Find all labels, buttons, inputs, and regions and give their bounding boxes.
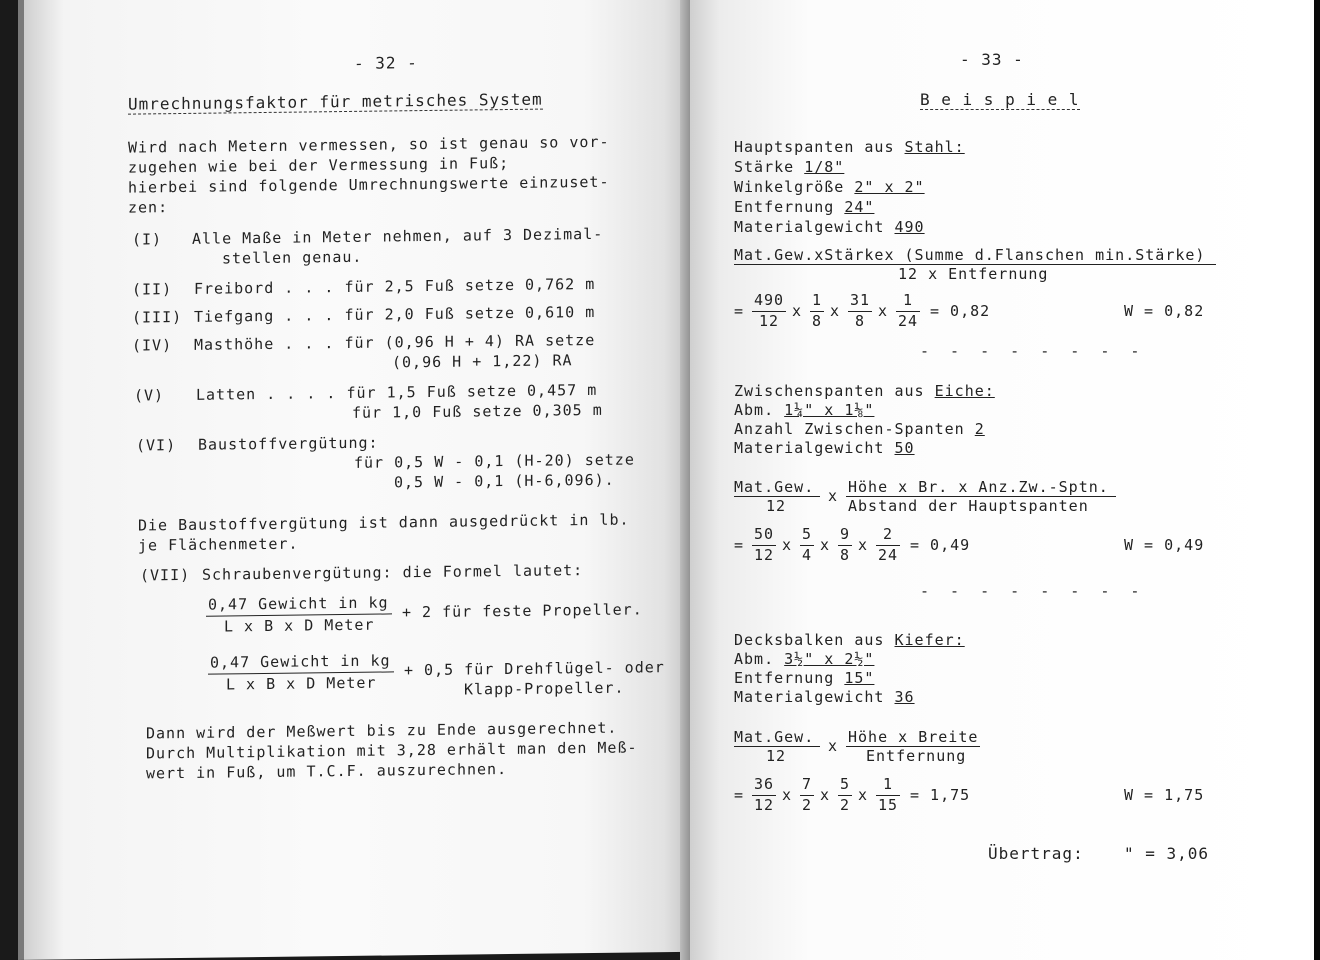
formula1-numerator: 0,47 Gewicht in kg bbox=[208, 593, 389, 614]
equals-sign: = bbox=[734, 302, 745, 320]
section3-line: Entfernung 15" bbox=[734, 669, 875, 687]
separator: - - - - - - - - bbox=[920, 342, 1146, 360]
section3-right-denominator: Entfernung bbox=[866, 747, 967, 765]
item-text: Schraubenvergütung: die Formel lautet: bbox=[202, 561, 584, 584]
section2-right-denominator: Abstand der Hauptspanten bbox=[848, 497, 1089, 515]
item-number: (II) bbox=[132, 280, 173, 299]
calc-numerator: 36 bbox=[754, 775, 775, 793]
calc-numerator: 1 bbox=[883, 775, 894, 793]
intro-line: zen: bbox=[128, 198, 169, 217]
closing-line: wert in Fuß, um T.C.F. auszurechnen. bbox=[146, 760, 508, 783]
calc-result: = 1,75 bbox=[910, 786, 971, 804]
formula2-denominator: L x B x D Meter bbox=[226, 673, 377, 694]
item-text: für 0,5 W - 0,1 (H-20) setze bbox=[354, 450, 635, 472]
times-sign: x bbox=[782, 786, 793, 804]
calc-denominator: 12 bbox=[759, 312, 780, 330]
item-text: (0,96 H + 1,22) RA bbox=[392, 351, 573, 372]
section1-w-value: W = 0,82 bbox=[1124, 302, 1205, 320]
times-sign: x bbox=[878, 302, 889, 320]
section3-title: Decksbalken aus Kiefer: bbox=[734, 631, 965, 649]
section2-left-denominator: 12 bbox=[766, 497, 787, 515]
formula2-suffix: Klapp-Propeller. bbox=[464, 678, 625, 699]
uebertrag-label: Übertrag: bbox=[988, 844, 1084, 863]
section3-line: Abm. 3½" x 2½" bbox=[734, 650, 875, 668]
calc-denominator: 24 bbox=[898, 312, 919, 330]
calc-numerator: 2 bbox=[883, 525, 894, 543]
item-number: (I) bbox=[132, 230, 163, 249]
times-sign: x bbox=[820, 536, 831, 554]
section2-w-value: W = 0,49 bbox=[1124, 536, 1205, 554]
times-sign: x bbox=[858, 536, 869, 554]
calc-numerator: 490 bbox=[754, 291, 785, 309]
intro-line: hierbei sind folgende Umrechnungswerte einzuset- bbox=[128, 172, 610, 197]
baustoff-note: Die Baustoffvergütung ist dann ausgedrückt in lb. bbox=[138, 510, 630, 535]
item-text: Masthöhe . . . für (0,96 H + 4) RA setze bbox=[194, 330, 596, 354]
calc-denominator: 8 bbox=[855, 312, 866, 330]
calc-numerator: 7 bbox=[802, 775, 813, 793]
section2-line: Abm. 1¼" x 1⅛" bbox=[734, 401, 875, 419]
closing-line: Dann wird der Meßwert bis zu Ende ausgerechnet. bbox=[146, 718, 618, 743]
section2-title: Zwischenspanten aus Eiche: bbox=[734, 382, 995, 400]
calc-numerator: 50 bbox=[754, 525, 775, 543]
equals-sign: = bbox=[734, 786, 745, 804]
times-sign: x bbox=[820, 786, 831, 804]
section1-line: Winkelgröße 2" x 2" bbox=[734, 178, 925, 196]
calc-result: = 0,82 bbox=[930, 302, 991, 320]
section1-formula-denominator: 12 x Entfernung bbox=[898, 265, 1049, 283]
calc-numerator: 5 bbox=[802, 525, 813, 543]
baustoff-note: je Flächenmeter. bbox=[138, 534, 299, 555]
item-text: stellen genau. bbox=[222, 247, 363, 268]
section1-formula-numerator: Mat.Gew.xStärkex (Summe d.Flanschen min.Stärke) bbox=[734, 246, 1206, 264]
item-number: (VI) bbox=[136, 436, 177, 455]
intro-line: zugehen wie bei der Vermessung in Fuß; bbox=[128, 153, 510, 177]
item-text: 0,5 W - 0,1 (H-6,096). bbox=[394, 470, 615, 492]
right-page bbox=[690, 0, 1320, 960]
formula2-numerator: 0,47 Gewicht in kg bbox=[210, 651, 391, 672]
section1-title: Hauptspanten aus Stahl: bbox=[734, 138, 965, 156]
calc-denominator: 4 bbox=[802, 546, 813, 564]
times-sign: x bbox=[828, 487, 839, 505]
section2-right-numerator: Höhe x Br. x Anz.Zw.-Sptn. bbox=[848, 478, 1109, 496]
item-text: Baustoffvergütung: bbox=[198, 433, 379, 454]
closing-line: Durch Multiplikation mit 3,28 erhält man den Meß- bbox=[146, 738, 638, 763]
calc-denominator: 15 bbox=[878, 796, 899, 814]
calc-denominator: 12 bbox=[754, 546, 775, 564]
item-number: (V) bbox=[134, 386, 165, 405]
right-edge-shadow bbox=[1314, 0, 1320, 960]
item-number: (IV) bbox=[132, 336, 173, 355]
section2-left-numerator: Mat.Gew. bbox=[734, 478, 815, 496]
section3-left-numerator: Mat.Gew. bbox=[734, 728, 815, 746]
times-sign: x bbox=[858, 786, 869, 804]
item-text: Latten . . . . für 1,5 Fuß setze 0,457 m bbox=[196, 380, 598, 404]
formula2-suffix: + 0,5 für Drehflügel- oder bbox=[404, 658, 665, 680]
item-text: Alle Maße in Meter nehmen, auf 3 Dezimal- bbox=[192, 224, 604, 248]
separator: - - - - - - - - bbox=[920, 582, 1146, 600]
times-sign: x bbox=[828, 737, 839, 755]
calc-numerator: 9 bbox=[840, 525, 851, 543]
calc-denominator: 2 bbox=[802, 796, 813, 814]
calc-denominator: 8 bbox=[812, 312, 823, 330]
item-number: (VII) bbox=[140, 565, 191, 585]
section2-line: Materialgewicht 50 bbox=[734, 439, 915, 457]
calc-denominator: 2 bbox=[840, 796, 851, 814]
right-heading: B e i s p i e l bbox=[920, 90, 1080, 109]
uebertrag-value: " = 3,06 bbox=[1124, 844, 1210, 863]
times-sign: x bbox=[782, 536, 793, 554]
intro-line: Wird nach Metern vermessen, so ist genau so vor- bbox=[128, 132, 610, 157]
section3-w-value: W = 1,75 bbox=[1124, 786, 1205, 804]
calc-numerator: 31 bbox=[850, 291, 871, 309]
equals-sign: = bbox=[734, 536, 745, 554]
calc-result: = 0,49 bbox=[910, 536, 971, 554]
page-number-32: - 32 - bbox=[354, 53, 418, 73]
item-text: für 1,0 Fuß setze 0,305 m bbox=[352, 400, 603, 422]
calc-denominator: 8 bbox=[840, 546, 851, 564]
times-sign: x bbox=[792, 302, 803, 320]
left-heading: Umrechnungsfaktor für metrisches System bbox=[128, 89, 543, 114]
formula1-denominator: L x B x D Meter bbox=[224, 615, 375, 636]
item-text: Freibord . . . für 2,5 Fuß setze 0,762 m bbox=[194, 274, 596, 298]
calc-numerator: 1 bbox=[903, 291, 914, 309]
formula1-suffix: + 2 für feste Propeller. bbox=[402, 600, 643, 622]
section1-line: Entfernung 24" bbox=[734, 198, 875, 216]
calc-numerator: 1 bbox=[812, 291, 823, 309]
left-page bbox=[18, 0, 696, 960]
calc-denominator: 12 bbox=[754, 796, 775, 814]
page-number-33: - 33 - bbox=[960, 50, 1024, 69]
item-text: Tiefgang . . . für 2,0 Fuß setze 0,610 m bbox=[194, 302, 596, 326]
section2-line: Anzahl Zwischen-Spanten 2 bbox=[734, 420, 985, 438]
calc-numerator: 5 bbox=[840, 775, 851, 793]
section1-line: Materialgewicht 490 bbox=[734, 218, 925, 236]
item-number: (III) bbox=[132, 307, 183, 327]
section3-left-denominator: 12 bbox=[766, 747, 787, 765]
section3-right-numerator: Höhe x Breite bbox=[848, 728, 979, 746]
times-sign: x bbox=[830, 302, 841, 320]
section1-line: Stärke 1/8" bbox=[734, 158, 845, 176]
calc-denominator: 24 bbox=[878, 546, 899, 564]
section3-line: Materialgewicht 36 bbox=[734, 688, 915, 706]
